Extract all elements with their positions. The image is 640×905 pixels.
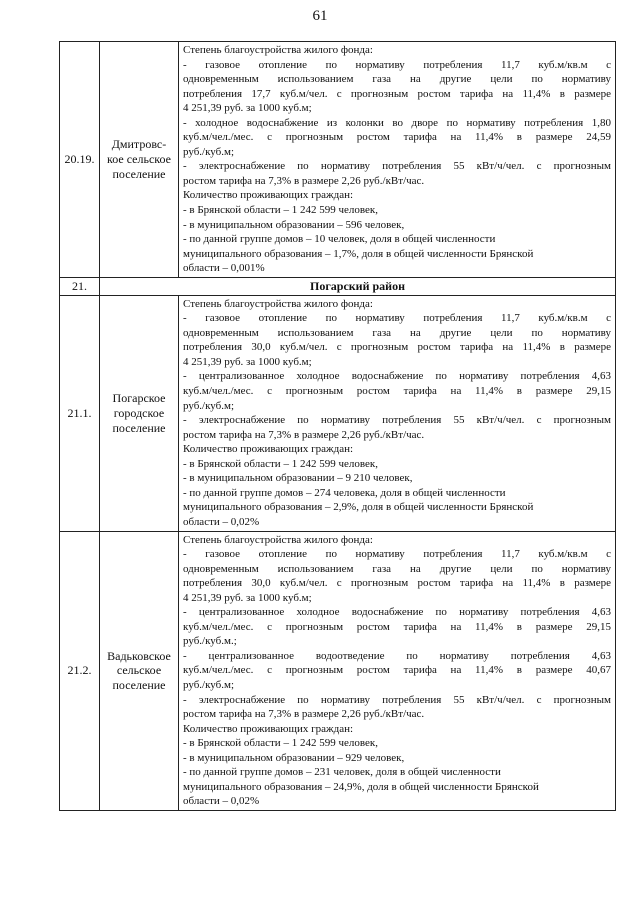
description-line: 4 251,39 руб. за 1000 куб.м; [183,355,312,368]
description-line: Количество проживающих граждан: [183,189,354,202]
settlement-name-line: кое сельское [107,151,171,166]
description-line: муниципального образования – 1,7%, доля в общей численности Брянской [183,247,534,260]
settlement-name-line: поселение [112,678,166,693]
settlement-name-line: Дмитровс- [111,137,167,152]
description-line: - по данной группе домов – 274 человека, доля в общей численности [183,486,506,499]
description-line: Количество проживающих граждан: [183,443,354,456]
housing-table [59,41,616,811]
table-row [60,531,616,810]
description-line: - централизованное холодное водоснабжение по нормативу потребления 4,63 [183,370,611,383]
description-line: - в муниципальном образовании – 9 210 человек, [183,472,413,485]
description-line: куб.м/чел./мес. с прогнозным ростом тарифа на 11,4% в размере 29,15 [183,385,611,398]
description-line: потребления 30,0 куб.м/чел. с прогнозным ростом тарифа на 11,4% в размере [183,341,611,354]
description-cell [179,42,616,278]
description-line: куб.м/чел./мес. с прогнозным ростом тарифа на 11,4% в размере 24,59 [183,131,611,144]
settlement-name-line: Погарское [112,390,166,405]
description-line: - холодное водоснабжение из колонки во дворе по нормативу потребления 1,80 [183,116,611,129]
description-line: - в Брянской области – 1 242 599 человек, [183,457,378,470]
description-line: - в Брянской области – 1 242 599 человек, [183,737,378,750]
description-line: потребления 30,0 куб.м/чел. с прогнозным ростом тарифа на 11,4% в размере [183,577,611,590]
description-line: куб.м/чел./мес. с прогнозным ростом тарифа на 11,4% в размере 29,15 [183,620,611,633]
description-line: - в муниципальном образовании – 596 человек, [183,218,405,231]
description-line: руб./куб.м; [183,678,235,691]
settlement-name-line: Вадьковское [107,648,171,663]
page-number: 61 [312,8,328,24]
description-line: 4 251,39 руб. за 1000 куб.м; [183,102,312,115]
description-line: Степень благоустройства жилого фонда: [183,297,373,310]
description-line: - по данной группе домов – 10 человек, доля в общей численности [183,233,496,246]
description-line: муниципального образования – 24,9%, доля в общей численности Брянской [183,780,539,793]
description-line: Степень благоустройства жилого фонда: [183,533,373,546]
description-line: руб./куб.м.; [183,635,237,648]
table-row [60,42,616,278]
description-line: муниципального образования – 2,9%, доля в общей численности Брянской [183,501,534,514]
description-line: 4 251,39 руб. за 1000 куб.м; [183,591,312,604]
description-line: руб./куб.м; [183,145,235,158]
description-line: - по данной группе домов – 231 человек, доля в общей численности [183,766,501,779]
description-line: куб.м/чел./мес. с прогнозным ростом тарифа на 11,4% в размере 40,67 [183,664,611,677]
section-row [60,277,616,295]
description-line: Количество проживающих граждан: [183,722,354,735]
row-number-cell: 21. [60,277,100,295]
district-title: Погарский район [100,277,616,295]
description-line: одновременным использованием газа на другие цели по нормативу [183,326,611,339]
description-line: - централизованное водоотведение по нормативу потребления 4,63 [183,649,611,662]
row-number-cell: 21.2. [60,531,100,810]
description-line: руб./куб.м; [183,399,235,412]
description-line: области – 0,02% [183,795,260,808]
row-number-cell: 20.19. [60,42,100,278]
description-line: ростом тарифа на 7,3% в размере 2,26 руб./кВт/час. [183,174,425,187]
description-line: области – 0,02% [183,515,260,528]
settlement-name-line: поселение [112,420,166,435]
settlement-name-cell [100,531,179,810]
description-line: потребления 17,7 куб.м/чел. с прогнозным ростом тарифа на 11,4% в размере [183,87,611,100]
settlement-name-line: поселение [112,166,166,181]
housing-table-body [60,42,616,811]
table-row [60,295,616,531]
description-line: ростом тарифа на 7,3% в размере 2,26 руб./кВт/час. [183,708,425,721]
description-line: - газовое отопление по нормативу потребления 11,7 куб.м/кв.м с [183,312,611,325]
description-line: - в муниципальном образовании – 929 человек, [183,751,405,764]
description-line: - электроснабжение по нормативу потребления 55 кВт/ч/чел. с прогнозным [183,160,611,173]
description-line: - газовое отопление по нормативу потребления 11,7 куб.м/кв.м с [183,58,611,71]
settlement-name-cell [100,42,179,278]
description-line: области – 0,001% [183,262,265,275]
description-line: ростом тарифа на 7,3% в размере 2,26 руб./кВт/час. [183,428,425,441]
description-line: одновременным использованием газа на другие цели по нормативу [183,562,611,575]
description-cell [179,295,616,531]
description-line: - в Брянской области – 1 242 599 человек, [183,204,378,217]
description-line: Степень благоустройства жилого фонда: [183,44,373,56]
settlement-name-cell [100,295,179,531]
description-line: одновременным использованием газа на другие цели по нормативу [183,73,611,86]
settlement-name-line: сельское [116,663,162,678]
row-number-cell: 21.1. [60,295,100,531]
settlement-name-line: городское [113,405,165,420]
description-line: - централизованное холодное водоснабжение по нормативу потребления 4,63 [183,606,611,619]
description-cell [179,531,616,810]
description-line: - электроснабжение по нормативу потребления 55 кВт/ч/чел. с прогнозным [183,414,611,427]
description-line: - электроснабжение по нормативу потребления 55 кВт/ч/чел. с прогнозным [183,693,611,706]
description-line: - газовое отопление по нормативу потребления 11,7 куб.м/кв.м с [183,548,611,561]
